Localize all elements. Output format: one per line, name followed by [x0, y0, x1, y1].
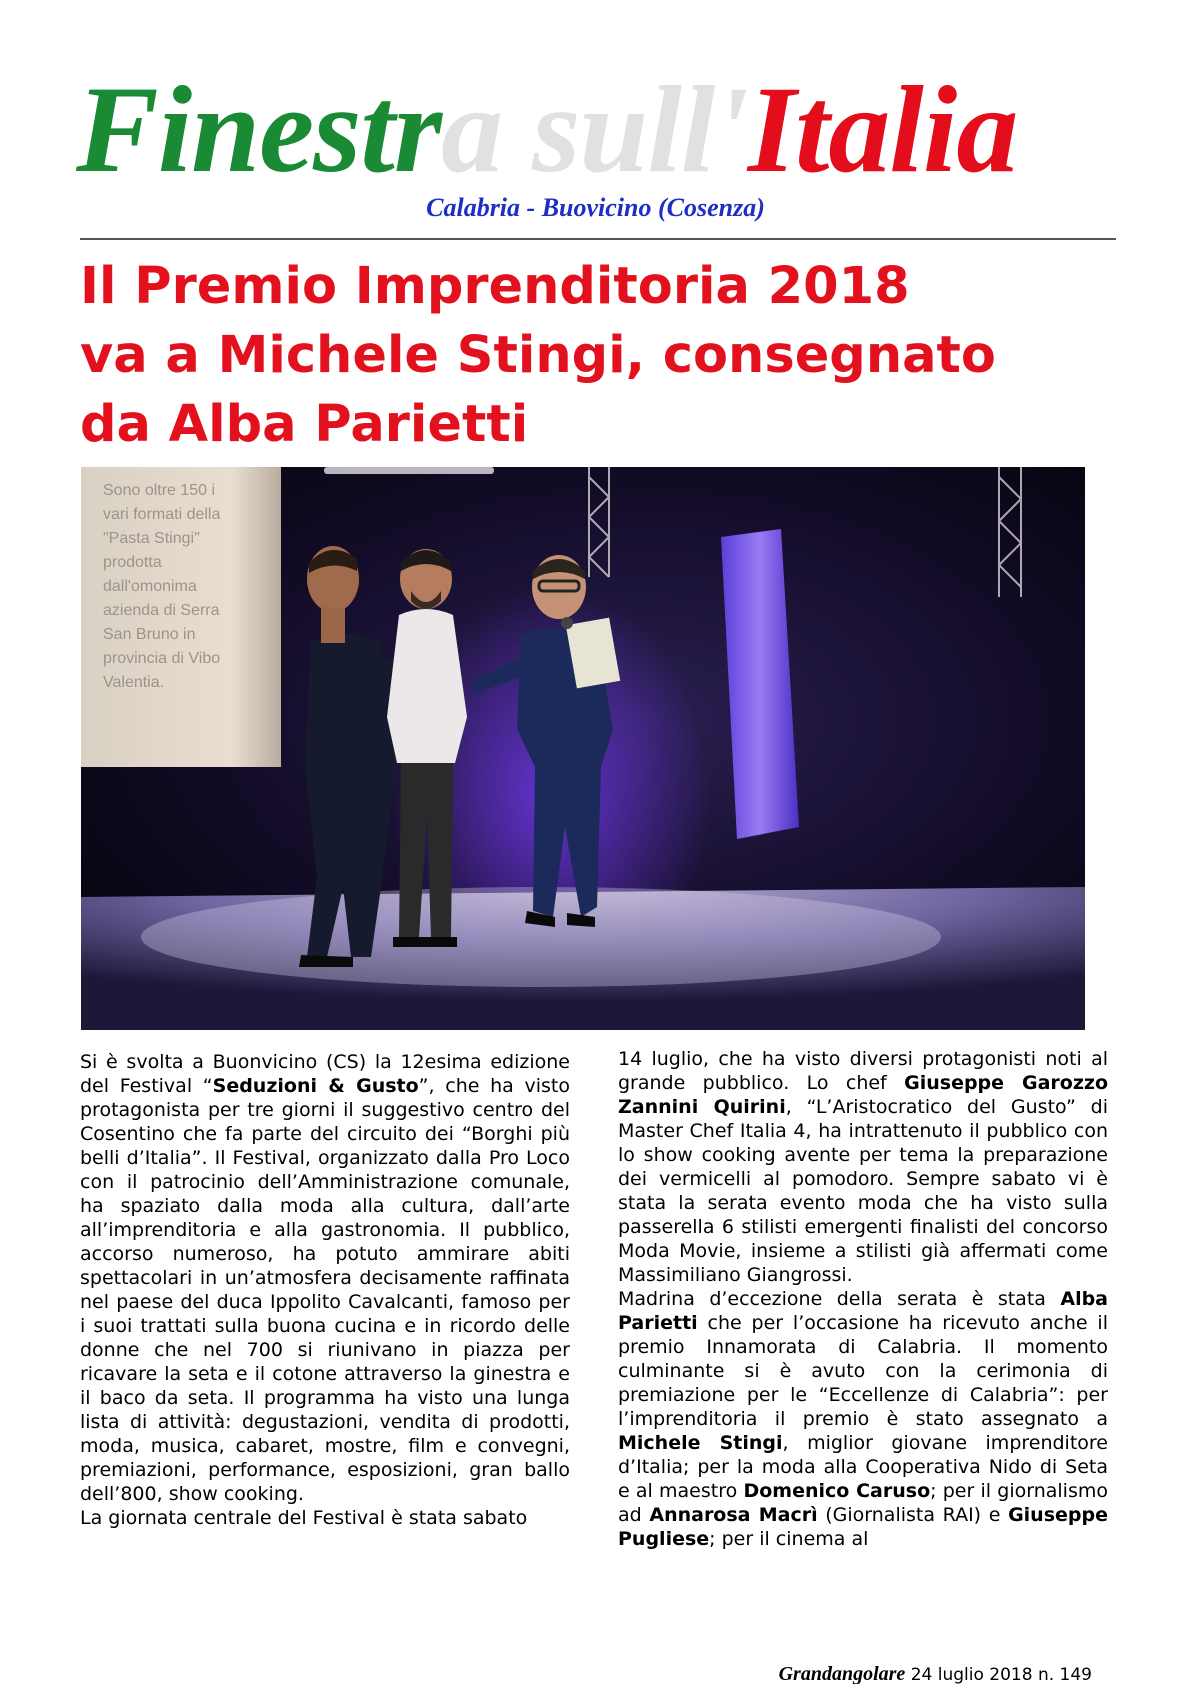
- masthead-logo: [76, 61, 1116, 198]
- article-headline: [80, 252, 1120, 459]
- person-name: Domenico Caruso: [743, 1480, 931, 1502]
- masthead-part-grey: a sull': [441, 61, 748, 198]
- text-run: che per l’occasione ha ricevuto anche il premio Innamorata di Calabria. Il momento culminante si è avuto con la cerimonia di premiazione per le “Eccellenze di Calabria”: per l’imprenditoria il premio è stato assegnato a: [618, 1312, 1108, 1430]
- screen-line: vari formati della: [103, 506, 221, 523]
- screen-line: "Pasta Stingi": [103, 530, 200, 547]
- person-name: Giuseppe Pugliese: [618, 1504, 1108, 1550]
- text-run: ; per il cinema al: [709, 1528, 869, 1550]
- masthead-subtitle: Calabria - Buovicino (Cosenza): [426, 193, 765, 222]
- headline-line-2: va a Michele Stingi, consegnato: [80, 326, 996, 385]
- screen-line: prodotta: [103, 554, 162, 571]
- headline-line-1: Il Premio Imprenditoria 2018: [80, 257, 910, 316]
- headline-line-3: da Alba Parietti: [80, 395, 529, 454]
- festival-name: Seduzioni & Gusto: [212, 1075, 419, 1097]
- issue-info: 24 luglio 2018 n. 149: [910, 1665, 1092, 1684]
- person-name: Annarosa Macrì: [649, 1504, 818, 1526]
- article-paragraph: [618, 1287, 1108, 1551]
- article-column-right: [618, 1047, 1108, 1551]
- screen-line: San Bruno in: [103, 626, 196, 643]
- person-name: Alba Parietti: [618, 1288, 1108, 1334]
- screen-line: Valentia.: [103, 674, 165, 691]
- article-paragraph: La giornata centrale del Festival è stata sabato: [80, 1507, 528, 1529]
- publication-name: Grandangolare: [778, 1663, 906, 1684]
- article-photo: [81, 467, 1085, 1030]
- screen-line: dall'omonima: [103, 578, 197, 595]
- person-name: Giuseppe Garozzo Zannini Quirini: [618, 1072, 1109, 1118]
- article-paragraph: [618, 1047, 1108, 1287]
- text-run: ; per il giornalismo ad: [618, 1480, 1108, 1526]
- article-paragraph: [80, 1050, 570, 1506]
- text-run: Si è svolta a Buonvicino (CS) la 12esima edizione del Festival “: [80, 1051, 570, 1097]
- screen-line: provincia di Vibo: [103, 650, 221, 667]
- masthead-part-green: Finestr: [76, 61, 442, 198]
- text-run: , miglior giovane imprenditore d’Italia; per la moda alla Cooperativa Nido di Seta e al maestro: [618, 1432, 1108, 1502]
- screen-line: azienda di Serra: [103, 602, 220, 619]
- text-run: ”, che ha visto protagonista per tre giorni il suggestivo centro del Cosentino che fa parte del circuito dei “Borghi più belli d’Italia”. Il Festival, organizzato dalla Pro Loco con il patrocinio dell’Amministrazione comunale, ha spaziato dalla moda alla cultura, dall’arte all’imprenditoria e alla gastronomia. Il pubblico, accorso numeroso, ha potuto ammirare abiti spettacolari in un’atmosfera decisamente raffinata nel paese del duca Ippolito Cavalcanti, famoso per i suoi trattati sulla buona cucina e in ricordo delle donne che nel 700 si riunivano in piazza per ricavare la seta e il cotone attraverso la ginestra e il baco da seta. Il programma ha visto una lunga lista di attività: degustazioni, vendita di prodotti, moda, musica, cabaret, mostre, film e convegni, premiazioni, performance, esposizioni, gran ballo dell’800, show cooking.: [80, 1075, 570, 1505]
- article-column-left: [80, 1050, 570, 1530]
- masthead-part-red: Italia: [747, 61, 1018, 198]
- text-run: , “L’Aristocratico del Gusto” di Master Chef Italia 4, ha intrattenuto il pubblico con lo show cooking avente per tema la preparazione dei vermicelli al pomodoro. Sempre sabato vi è stata la serata evento moda che ha visto sulla passerella 6 stilisti emergenti finalisti del concorso Moda Movie, insieme a stilisti già affermati come Massimiliano Giangrossi.: [618, 1096, 1108, 1286]
- text-run: 14 luglio, che ha visto diversi protagonisti noti al grande pubblico. Lo chef: [618, 1048, 1108, 1094]
- text-run: (Giornalista RAI) e: [817, 1504, 1009, 1526]
- person-name: Michele Stingi: [618, 1432, 783, 1454]
- text-run: Madrina d’eccezione della serata è stata: [618, 1288, 1061, 1310]
- page-footer: [0, 1663, 1092, 1684]
- header-divider: [80, 238, 1116, 240]
- screen-line: Sono oltre 150 i: [103, 482, 216, 499]
